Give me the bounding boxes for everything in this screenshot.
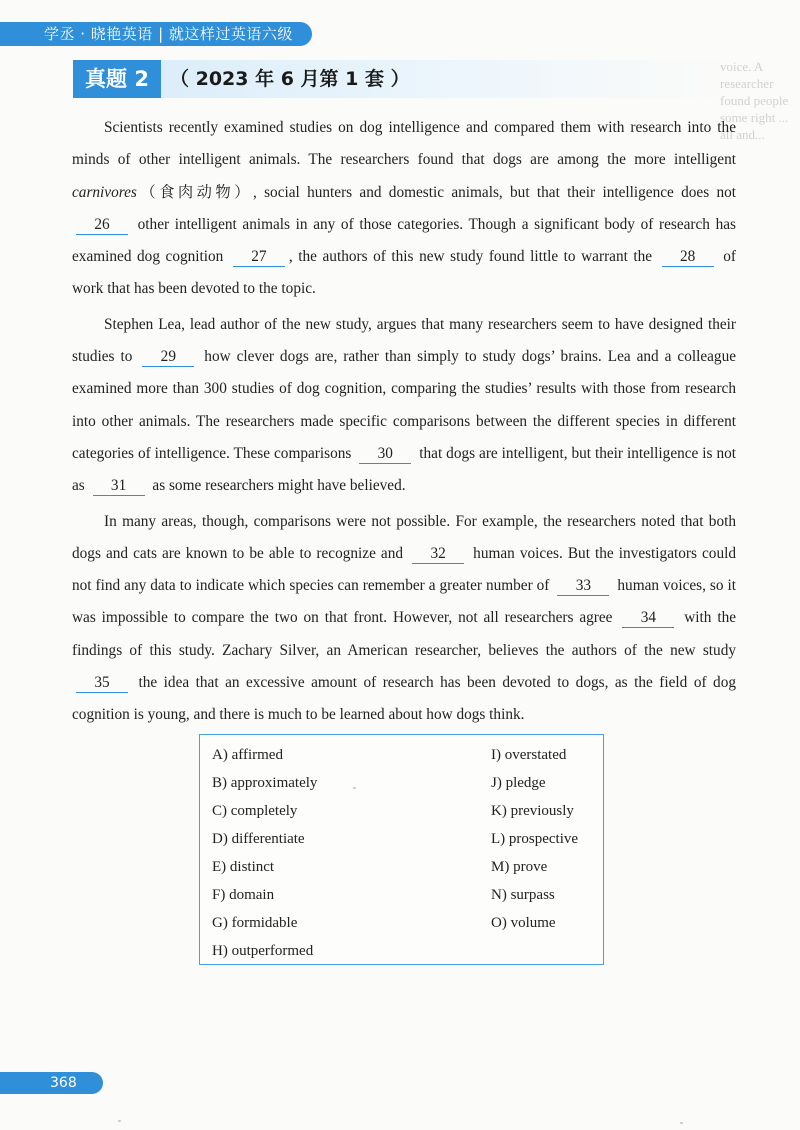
option-f[interactable]: F) domain	[212, 887, 275, 903]
italic-term: carnivores	[72, 183, 137, 201]
option-a[interactable]: A) affirmed	[212, 747, 283, 763]
blank-28[interactable]: 28	[662, 248, 714, 267]
option-c[interactable]: C) completely	[212, 803, 298, 819]
blank-26[interactable]: 26	[76, 216, 128, 235]
option-b[interactable]: B) approximately	[212, 775, 318, 791]
paper-speck	[680, 1122, 683, 1124]
option-e[interactable]: E) distinct	[212, 859, 275, 875]
option-m[interactable]: M) prove	[491, 859, 548, 875]
word-bank-right-column	[491, 741, 578, 937]
paper-speck	[353, 787, 356, 789]
option-h[interactable]: H) outperformed	[212, 943, 314, 959]
option-i[interactable]: I) overstated	[491, 747, 567, 763]
exam-date-subtitle: （ 2023 年 6 月第 1 套 ）	[170, 68, 410, 90]
blank-29[interactable]: 29	[142, 348, 194, 367]
paragraph-3: In many areas, though, comparisons were not possible. For example, the researchers noted that both dogs and cats are known to be able to recognize and 32 human voices. But the investigators could not find any data to indicate which species can remember a greater number of 33 human voices, so it was impossible to compare the two on that front. However, not all researchers agree 34 with the findings of this study. Zachary Silver, an American researcher, believes the authors of the new study 35 the idea that an excessive amount of research has been devoted to dogs, as the field of dog cognition is young, and there is much to be learned about how dogs think.	[72, 512, 737, 724]
book-series-banner: 学丞 · 晓艳英语 | 就这样过英语六级	[0, 22, 312, 46]
option-k[interactable]: K) previously	[491, 803, 574, 819]
blank-33[interactable]: 33	[557, 577, 609, 596]
blank-30[interactable]: 30	[359, 445, 411, 464]
passage	[72, 112, 736, 735]
paper-speck	[118, 1120, 121, 1122]
section-label: 真题 2	[73, 60, 161, 98]
blank-34[interactable]: 34	[622, 609, 674, 628]
blank-32[interactable]: 32	[412, 545, 464, 564]
word-bank-left-column	[212, 741, 317, 965]
blank-27[interactable]: 27	[233, 248, 285, 267]
bleed-through-text: voice. A researcher found people some right ... all and...	[720, 59, 789, 142]
option-g[interactable]: G) formidable	[212, 915, 298, 931]
blank-31[interactable]: 31	[93, 477, 145, 496]
option-d[interactable]: D) differentiate	[212, 831, 305, 847]
option-j[interactable]: J) pledge	[491, 775, 546, 791]
paragraph-1: Scientists recently examined studies on dog intelligence and compared them with research into the minds of other intelligent animals. The researchers found that dogs are among the more intelligent carnivores（食肉动物）, social hunters and domestic animals, but that their intelligence does not 26 other intelligent animals in any of those categories. Though a significant body of research has examined dog cognition 27 , the authors of this new study found little to warrant the 28 of work that has been devoted to the topic.	[72, 119, 736, 298]
word-bank	[199, 734, 604, 965]
option-l[interactable]: L) prospective	[491, 831, 579, 847]
page-number: 368	[0, 1072, 103, 1094]
paragraph-2: Stephen Lea, lead author of the new study, argues that many researchers seem to have designed their studies to 29 how clever dogs are, rather than simply to study dogs’ brains. Lea and a colleague examined more than 300 studies of dog cognition, comparing the studies’ results with those from research into other animals. The researchers made specific comparisons between the different species in different categories of intelligence. These comparisons 30 that dogs are intelligent, but their intelligence is not as 31 as some researchers might have believed.	[72, 315, 737, 495]
blank-35[interactable]: 35	[76, 674, 128, 693]
option-o[interactable]: O) volume	[491, 915, 556, 931]
option-n[interactable]: N) surpass	[491, 887, 555, 903]
